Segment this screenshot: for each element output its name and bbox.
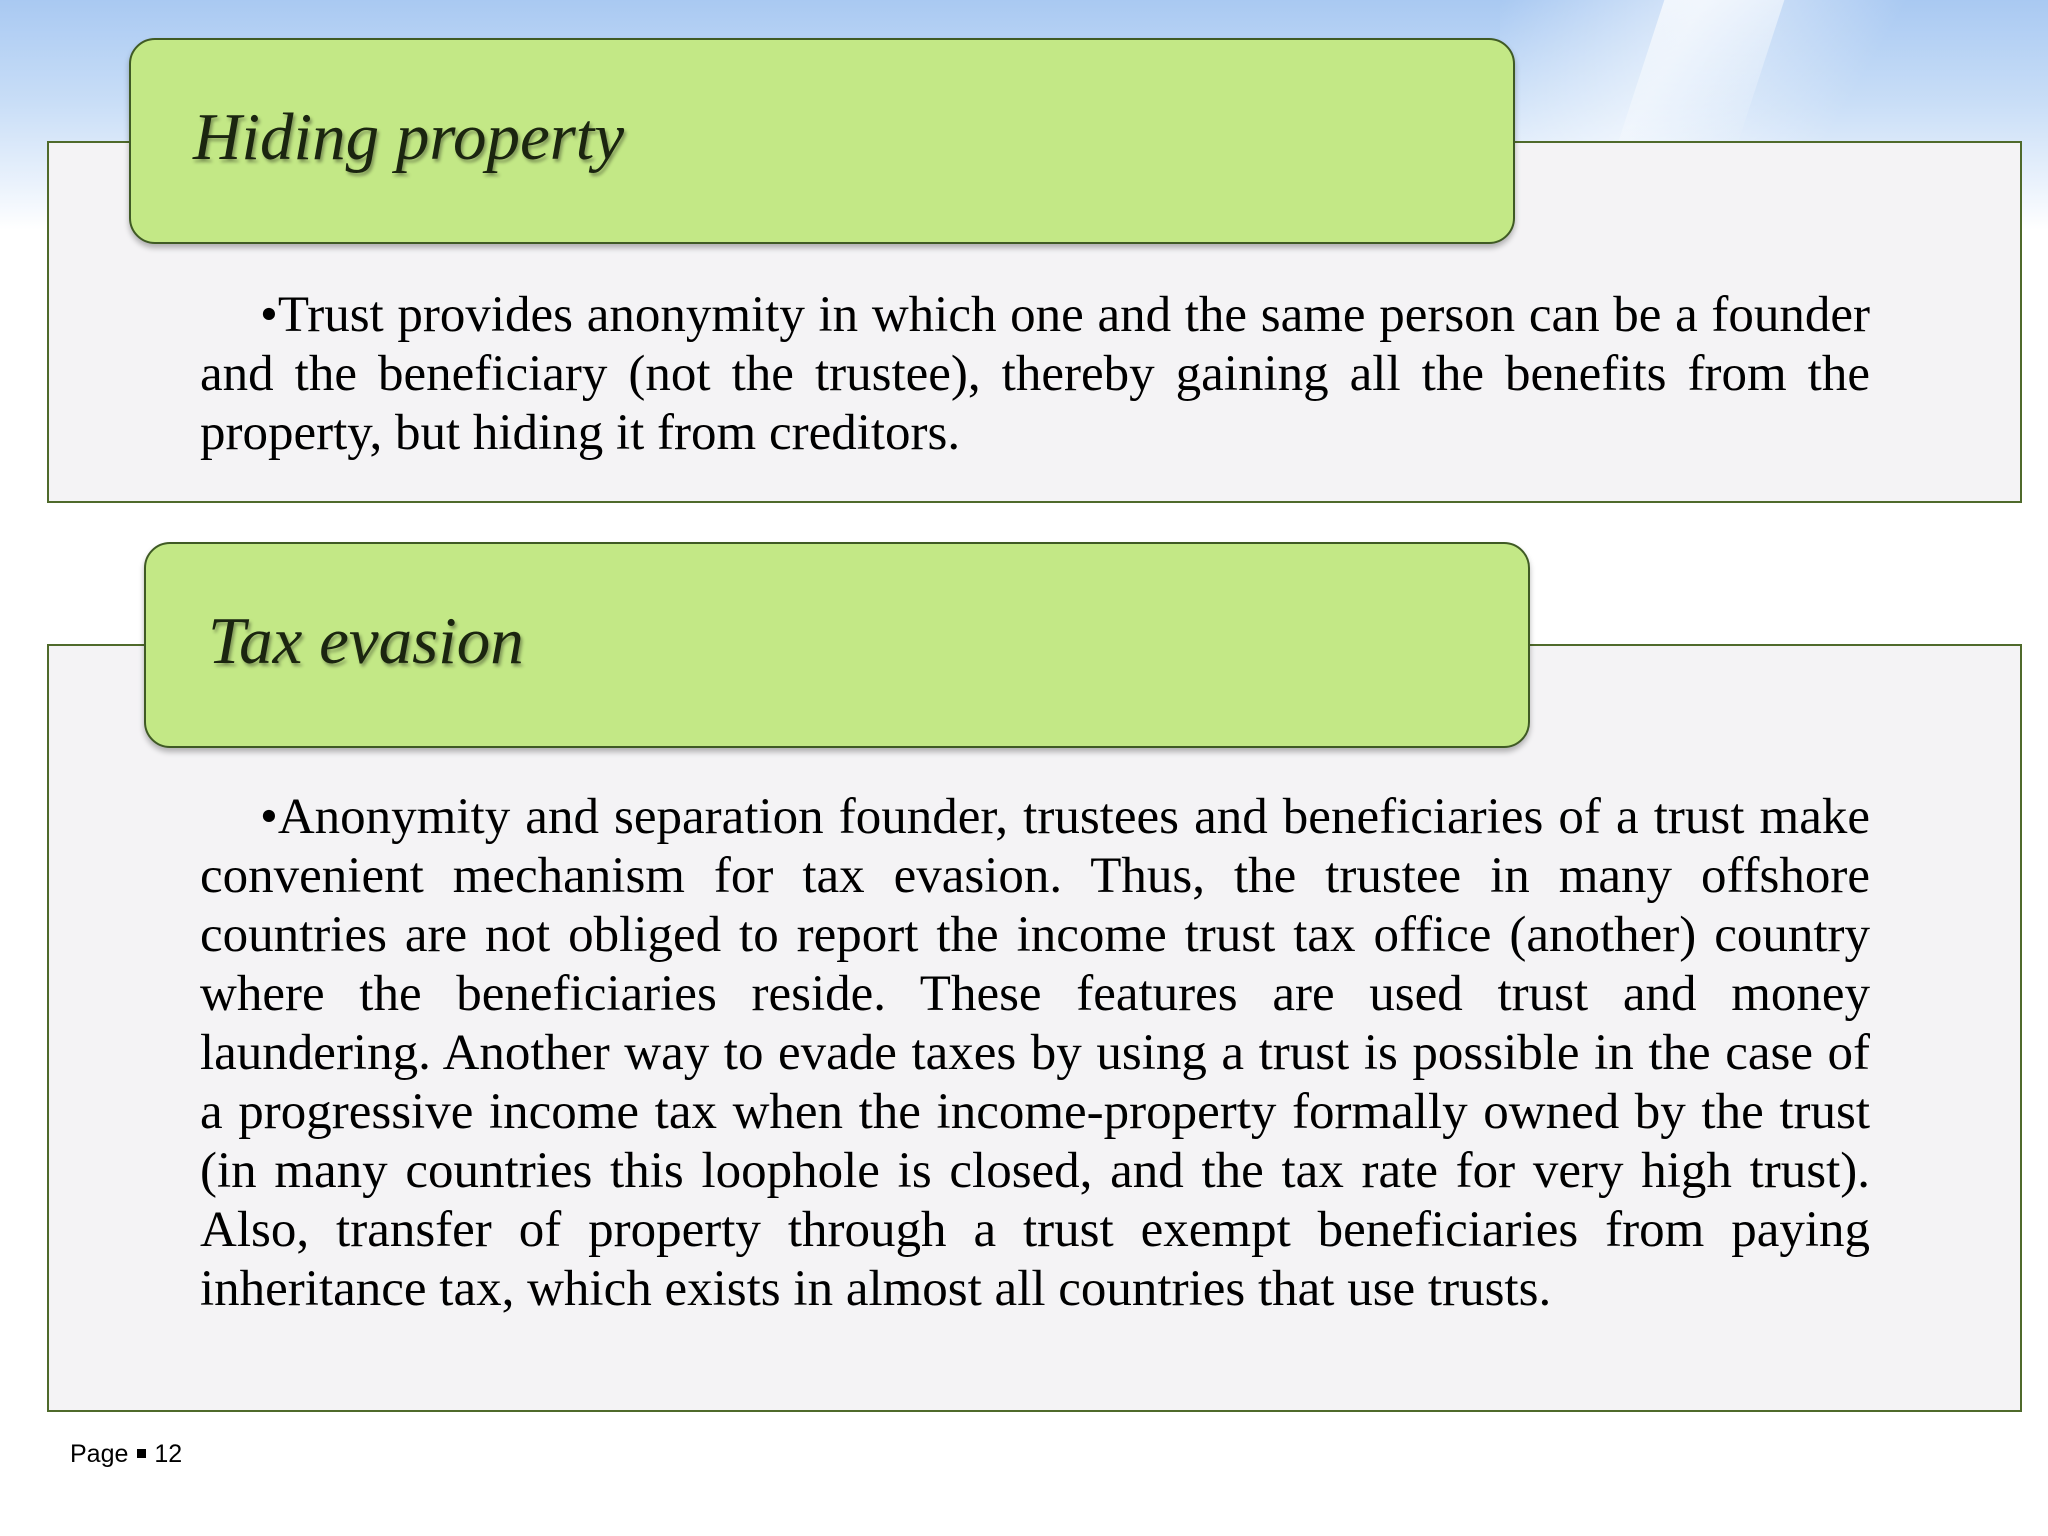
square-bullet-icon xyxy=(137,1449,146,1458)
section-title: Tax evasion xyxy=(208,604,524,678)
page-label: Page xyxy=(70,1440,129,1468)
page-number: 12 xyxy=(154,1440,183,1468)
section-title: Hiding property xyxy=(193,100,625,174)
section-header-tax-evasion xyxy=(144,542,1530,748)
section-header-hiding-property xyxy=(129,38,1515,244)
section-body-text: •Trust provides anonymity in which one and the same person can be a founder and the beneficiary (not the trustee), thereby gaining all the benefits from the property, but hiding it from creditors. xyxy=(200,287,1870,461)
section-body-text: •Anonymity and separation founder, trustees and beneficiaries of a trust make convenient mechanism for tax evasion. Thus, the trustee in many offshore countries are not obliged to report the income trust tax office (another) country where the beneficiaries reside. These features are used trust and money laundering. Another way to evade taxes by using a trust is possible in the case of a progressive income tax when the income-property formally owned by the trust (in many countries this loophole is closed, and the tax rate for very high trust). Also, transfer of property through a trust exempt beneficiaries from paying inheritance tax, which exists in almost all countries that use trusts. xyxy=(200,789,1870,1317)
page-footer xyxy=(70,1440,182,1469)
